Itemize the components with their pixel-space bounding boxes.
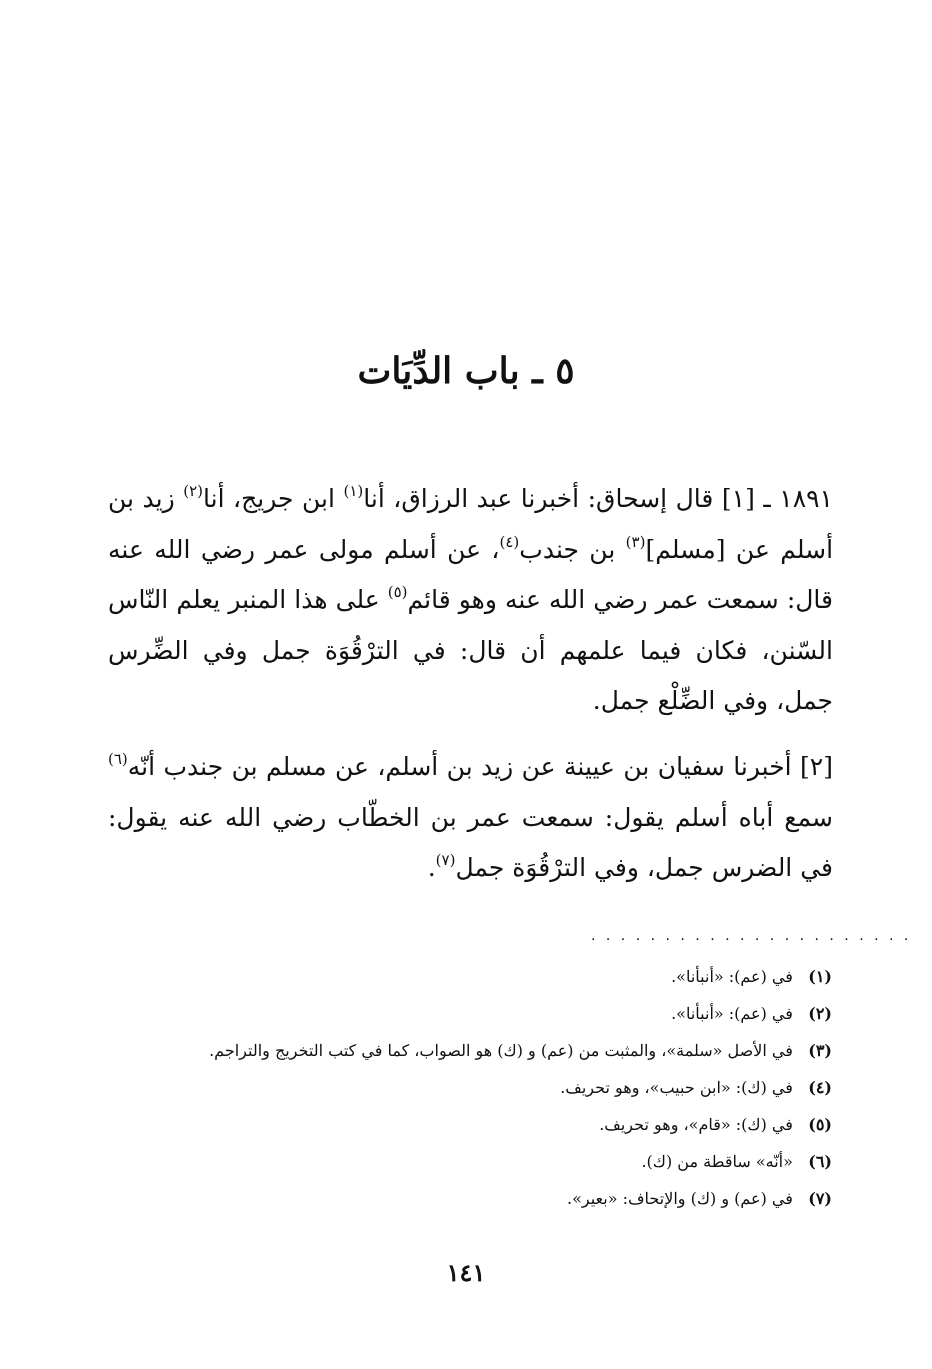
footnote-item <box>112 1143 832 1180</box>
footnote-item <box>112 1106 832 1143</box>
footnote-item <box>112 1180 832 1217</box>
footnote-text: في (عم): «أنبأنا». <box>671 967 793 986</box>
footnote-ref-7[interactable]: (٧) <box>435 851 456 869</box>
footnote-number: (٧) <box>808 1189 832 1208</box>
footnote-number: (٢) <box>808 1004 832 1023</box>
text-segment: بن جندب <box>519 534 616 564</box>
text-segment: . <box>427 853 436 882</box>
text-segment: سمع أباه أسلم يقول: سمعت عمر بن الخطّاب رضي الله عنه يقول: في الضرس جمل، وفي الترْقُوَة جمل <box>108 802 833 882</box>
footnote-ref-1[interactable]: (١) <box>343 482 364 500</box>
footnote-item <box>112 958 832 995</box>
text-segment: أخبرنا سفيان بن عيينة عن زيد بن أسلم، عن مسلم بن جندب أنّه <box>127 752 792 781</box>
footnote-number: (٥) <box>808 1115 832 1134</box>
text-segment: زيد بن أسلم عن [مسلم] <box>108 484 834 564</box>
footnote-ref-6[interactable]: (٦) <box>108 750 128 768</box>
hadith-number: ١٨٩١ <box>779 484 833 513</box>
footnote-ref-4[interactable]: (٤) <box>499 532 520 551</box>
hadith-paragraph-1 <box>108 474 833 727</box>
footnote-item <box>112 1032 832 1069</box>
footnote-text: في (عم): «أنبأنا». <box>671 1004 793 1023</box>
footnote-number: (١) <box>808 967 832 986</box>
text-segment: قال إسحاق: أخبرنا عبد الرزاق، أنا <box>363 484 714 513</box>
narration-number: [٢] <box>800 752 833 781</box>
narration-number: [١] <box>721 484 755 513</box>
footnote-ref-2[interactable]: (٢) <box>183 482 203 500</box>
footnote-number: (٦) <box>808 1152 832 1171</box>
footnote-text: «أنّه» ساقطة من (ك). <box>641 1152 793 1171</box>
footnote-text: في (عم) و (ك) والإتحاف: «بعير». <box>566 1189 793 1208</box>
footnote-number: (٤) <box>808 1078 832 1097</box>
footnote-text: في (ك): «قام»، وهو تحريف. <box>599 1115 793 1134</box>
chapter-title: ٥ ـ باب الدِّيَات <box>357 350 575 392</box>
page-number: ١٤١ <box>446 1258 486 1287</box>
hadith-dash: ـ <box>763 484 771 513</box>
footnotes-list <box>112 958 832 1217</box>
hadith-paragraph-2 <box>108 742 833 894</box>
footnote-separator: . . . . . . . . . . . . . . . . . . . . . . <box>591 928 912 944</box>
text-segment: على هذا المنبر يعلم النّاس السّنن، فكان فيما علمهم أن قال: في الترْقُوَة جمل وفي الضِّرس جمل، وفي الضِّلْع جمل. <box>108 585 833 715</box>
footnote-item <box>112 1069 832 1106</box>
footnote-ref-3[interactable]: (٣) <box>625 532 646 551</box>
footnote-number: (٣) <box>808 1041 832 1060</box>
text-segment: ابن جريج، أنا <box>203 484 335 513</box>
footnote-ref-5[interactable]: (٥) <box>387 583 408 601</box>
footnote-item <box>112 995 832 1032</box>
footnote-text: في الأصل «سلمة»، والمثبت من (عم) و (ك) هو الصواب، كما في كتب التخريج والتراجم. <box>209 1041 793 1060</box>
text-segment: ، عن أسلم مولى عمر رضي الله عنه قال: سمعت عمر رضي الله عنه وهو قائم <box>108 534 833 614</box>
footnote-text: في (ك): «ابن حبيب»، وهو تحريف. <box>560 1078 793 1097</box>
